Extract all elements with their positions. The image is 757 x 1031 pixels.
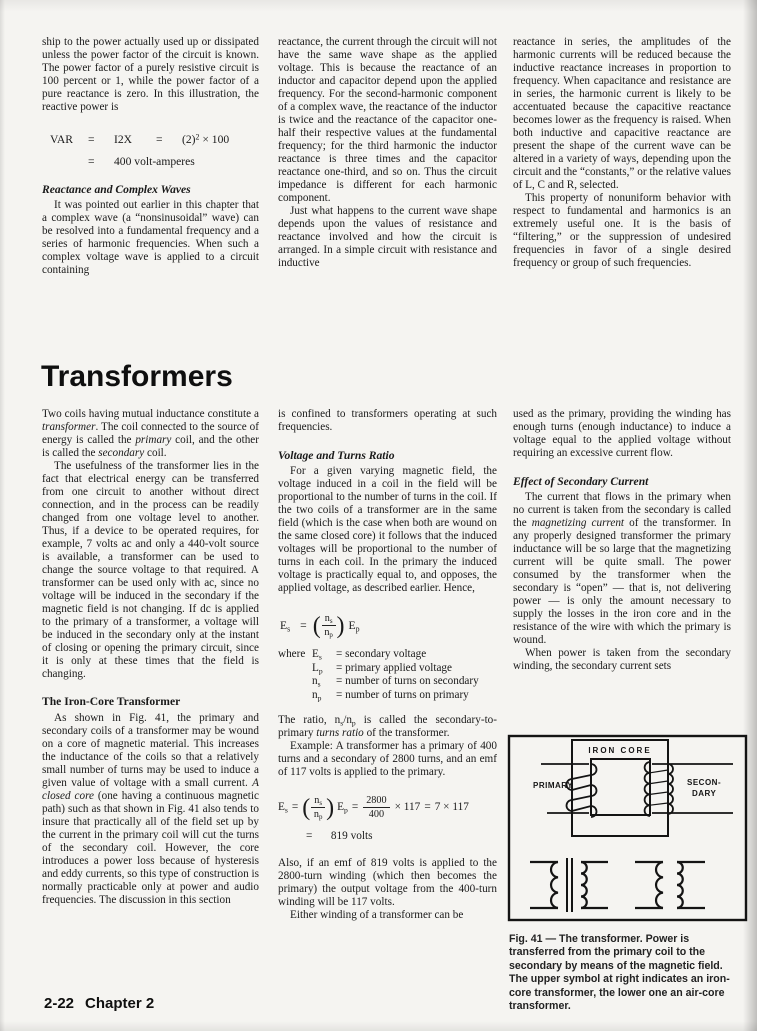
fraction-turns	[322, 613, 336, 638]
paragraph: Also, if an emf of 819 volts is applied to the 2800-turn winding (which then becomes the primary) the output voltage from the 400-turn winding will be 117 volts.	[278, 857, 497, 909]
subheading-reactance-complex-waves: Reactance and Complex Waves	[42, 183, 191, 196]
top-column-1	[42, 36, 259, 277]
formula-term: 7 × 117	[434, 801, 469, 814]
paragraph: reactance in series, the amplitudes of the harmonic currents will be reduced because the inductive reactance increases in proportion to frequency. When capacitance and resistance are in series, the harmonic current is likely to be accentuated because the capacitive reactance becomes lower as the frequency is raised. When both inductive and capacitive reactance are present the shape of the current wave can be altered in a variety of ways, depending upon the circuit and the “constants,” or the relative values of L, C and R, selected.	[513, 36, 731, 191]
symbol: $E_s$	[312, 648, 322, 662]
where-row	[278, 689, 497, 703]
equals-sign: =	[300, 619, 307, 633]
figure-41	[505, 733, 750, 925]
transformers-column-3	[513, 408, 731, 673]
core-window	[591, 759, 650, 815]
formula-term: I2X	[114, 133, 133, 146]
symbol-coil-left	[656, 862, 663, 908]
symbol-leads-right	[581, 862, 608, 908]
transformers-column-2	[278, 408, 497, 922]
paragraph: Example: A transformer has a primary of 400 turns and a secondary of 2800 turns, and an emf of 117 volts is applied to the primary.	[278, 740, 497, 779]
formula-lhs: $E_s$	[278, 801, 288, 815]
where-definitions	[278, 648, 497, 702]
formula-term: $(2)^2 \times 100$	[182, 132, 230, 146]
equals-sign: =	[306, 830, 313, 843]
equals-sign: =	[424, 801, 431, 814]
paragraph: When power is taken from the secondary winding, the secondary current sets	[513, 647, 731, 672]
formula-secondary-voltage: $E_s$ = ( $\frac{n_s}{n_p}$ ) $E_p$	[280, 612, 360, 640]
secondary-coil-links	[650, 770, 668, 805]
fraction-denominator: 400	[368, 809, 385, 821]
top-column-2	[278, 36, 497, 270]
equals-sign: =	[291, 801, 299, 814]
fraction-denominator: $n_p$	[313, 809, 323, 822]
symbol-coil-right	[677, 862, 683, 908]
symbol-leads-left	[530, 862, 558, 908]
top-column-3	[513, 36, 731, 270]
equals-sign: =	[351, 801, 359, 814]
symbol: $n_s$	[312, 675, 321, 689]
formula-term: × 117	[394, 801, 421, 814]
secondary-label-line2: DARY	[692, 789, 717, 798]
subheading-iron-core-transformer: The Iron-Core Transformer	[42, 695, 181, 708]
page-footer	[44, 995, 154, 1012]
equals-sign: =	[88, 155, 95, 168]
fraction-turns	[311, 795, 325, 820]
definition: = secondary voltage	[336, 648, 427, 661]
definition: = number of turns on secondary	[336, 675, 479, 688]
paragraph: Two coils having mutual inductance constitute a transformer. The coil connected to the source of energy is called the primary coil, and the other is called the secondary coil.	[42, 408, 259, 459]
subheading-effect-secondary-current: Effect of Secondary Current	[513, 475, 649, 488]
paragraph: It was pointed out earlier in this chapter that a complex wave (a “nonsinusoidal” wave) can be resolved into a fundamental frequency and a series of harmonic frequencies. When such a complex voltage wave is applied to a circuit containing	[42, 199, 259, 276]
core-lines	[567, 858, 572, 912]
iron-core-transformer-symbol	[530, 858, 608, 912]
subheading-voltage-turns-ratio: Voltage and Turns Ratio	[278, 449, 395, 462]
definition: = number of turns on primary	[336, 688, 469, 701]
paragraph: The ratio, $n_s/n_p$ is called the secondary-to-primary turns ratio of the transformer.	[278, 714, 497, 740]
paragraph: is confined to transformers operating at such frequencies.	[278, 408, 497, 433]
page-number: 2-22	[44, 995, 75, 1012]
formula-example: $E_s$ = ( $\frac{n_s}{n_p}$ ) $E_p$ = $\frac{2800}{400}$ × 117 = 7 × 117	[278, 794, 469, 822]
paragraph: ship to the power actually used up or dissipated unless the power factor of the circuit is known. The power factor of a purely resistive circuit is 100 percent or 1, while the power factor of a pure reactance is zero. In this illustration, the reactive power is	[42, 36, 259, 113]
scan-edge-shadow-bottom	[0, 1021, 757, 1031]
paragraph: As shown in Fig. 41, the primary and secondary coils of a transformer may be wound on a core of magnetic material. This increases the inductance of the coils so that a relatively small number of turns may be used to induce a given value of voltage with a small current. A closed core (one having a continuous magnetic path) such as that shown in Fig. 41 also tends to insure that practically all of the field set up by the current in the primary coil will cut the turns of the secondary coil. However, the core introduces a power loss because of hysteresis and eddy currents, so this type of construction is normally practicable only at power and audio frequencies. The discussion in this section	[42, 712, 259, 906]
equals-sign: =	[88, 133, 95, 146]
where-label: where	[278, 648, 306, 661]
paragraph: For a given varying magnetic field, the voltage induced in a coil in the field will be proportional to the number of turns in the coil. If the two coils of a transformer are in the same field (which is the case when both are wound on the same closed core) it follows that the induced voltages will be proportional to the number of turns in each coil. In the primary the induced voltage is practically equal to, and opposes, the applied voltage, as described earlier. Hence,	[278, 465, 497, 594]
symbol-coil-right	[581, 862, 587, 908]
transformers-column-1	[42, 408, 259, 907]
fraction-numerator: 2800	[363, 795, 389, 808]
definition: = primary applied voltage	[336, 661, 452, 674]
symbol-leads-right	[677, 862, 705, 908]
fraction-values	[363, 795, 389, 820]
fraction-denominator: $n_p$	[324, 627, 333, 640]
fraction-numerator: $n_s$	[322, 613, 336, 626]
symbol-leads-left	[635, 862, 663, 908]
paragraph: Just what happens to the current wave shape depends upon the values of resistance and reactance involved and how the circuit is arranged. In a simple circuit with resistance and inductive	[278, 205, 497, 269]
scan-edge-shadow-left	[0, 0, 5, 1031]
primary-label: PRIMARY	[533, 781, 574, 790]
fraction-numerator: $n_s$	[311, 795, 325, 808]
formula-term: $E_p$	[337, 801, 348, 815]
secondary-label-line1: SECON-	[687, 778, 722, 787]
transformer-diagram	[505, 733, 750, 925]
scan-edge-shadow-top	[0, 0, 757, 12]
paragraph: The current that flows in the primary when no current is taken from the secondary is called the magnetizing current of the transformer. In any properly designed transformer the primary inductance will be so large that the magnetizing current will be quite small. The power consumed by the transformer when the secondary is “open” — that is, not delivering power — is only the amount necessary to supply the losses in the iron core and in the resistance of the wire with which the primary is wound.	[513, 491, 732, 646]
paragraph: reactance, the current through the circuit will not have the same wave shape as the applied voltage. This is because the reactance of an inductor and capacitor depend upon the applied frequency. For the second-harmonic component of a complex wave, the reactance of the inductor is twice and the reactance of the capacitor one-half their respective values at the fundamental frequency; for the third harmonic the inductor reactance is three times and the capacitor reactance one-third, and so on. Thus the circuit impedance is different for each harmonic component.	[278, 36, 497, 204]
paragraph: The usefulness of the transformer lies in the fact that electrical energy can be transferred from one circuit to another without direct connection, and in the process can be readily changed from one voltage level to another. Thus, if a device to be operated requires, for example, 7 volts ac and only a 440-volt source is available, a transformer can be used to change the source voltage to that required. A transformer can be used only with ac, since no voltage will be induced in the secondary if the magnetic field is not changing. If dc is applied to the primary of a transformer, a voltage will be induced in the secondary only at the instant of closing or opening the primary circuit, since it is only at these times that the field is changing.	[42, 460, 259, 680]
where-row	[278, 648, 497, 662]
symbol: $n_p$	[312, 688, 322, 702]
formula-result: 819 volts	[330, 830, 373, 843]
formula-result-line	[306, 830, 497, 843]
iron-core-label: IRON CORE	[588, 746, 652, 755]
symbol-coil-left	[551, 862, 558, 908]
formula-rhs: $E_p$	[348, 619, 360, 634]
air-core-transformer-symbol	[635, 862, 705, 908]
equals-sign: =	[156, 133, 163, 146]
paragraph: used as the primary, providing the winding has enough turns (enough inductance) to induce a voltage equal to the applied voltage without requiring an excessive current flow.	[513, 408, 731, 459]
where-row	[278, 675, 497, 689]
section-title: Transformers	[41, 360, 233, 393]
formula-lhs: $E_s$	[280, 619, 291, 634]
formula-result: 400 volt-amperes	[114, 155, 195, 168]
paragraph: Either winding of a transformer can be	[290, 909, 464, 922]
where-row	[278, 662, 497, 676]
symbol: $L_p$	[312, 661, 323, 675]
paragraph: This property of nonuniform behavior with respect to fundamental and harmonics is an extremely useful one. It is the basis of “filtering,” or the suppression of undesired frequencies in favor of a single desired frequency or group of such frequencies.	[513, 192, 731, 269]
formula-var	[50, 133, 259, 168]
formula-lhs: VAR	[50, 133, 73, 146]
figure-caption: Fig. 41 — The transformer. Power is transferred from the primary coil to the secondary by means of the magnetic field. The upper symbol at right indicates an iron-core transformer, the lower one an air-core transformer.	[509, 933, 730, 1013]
chapter-label: Chapter 2	[85, 995, 155, 1012]
